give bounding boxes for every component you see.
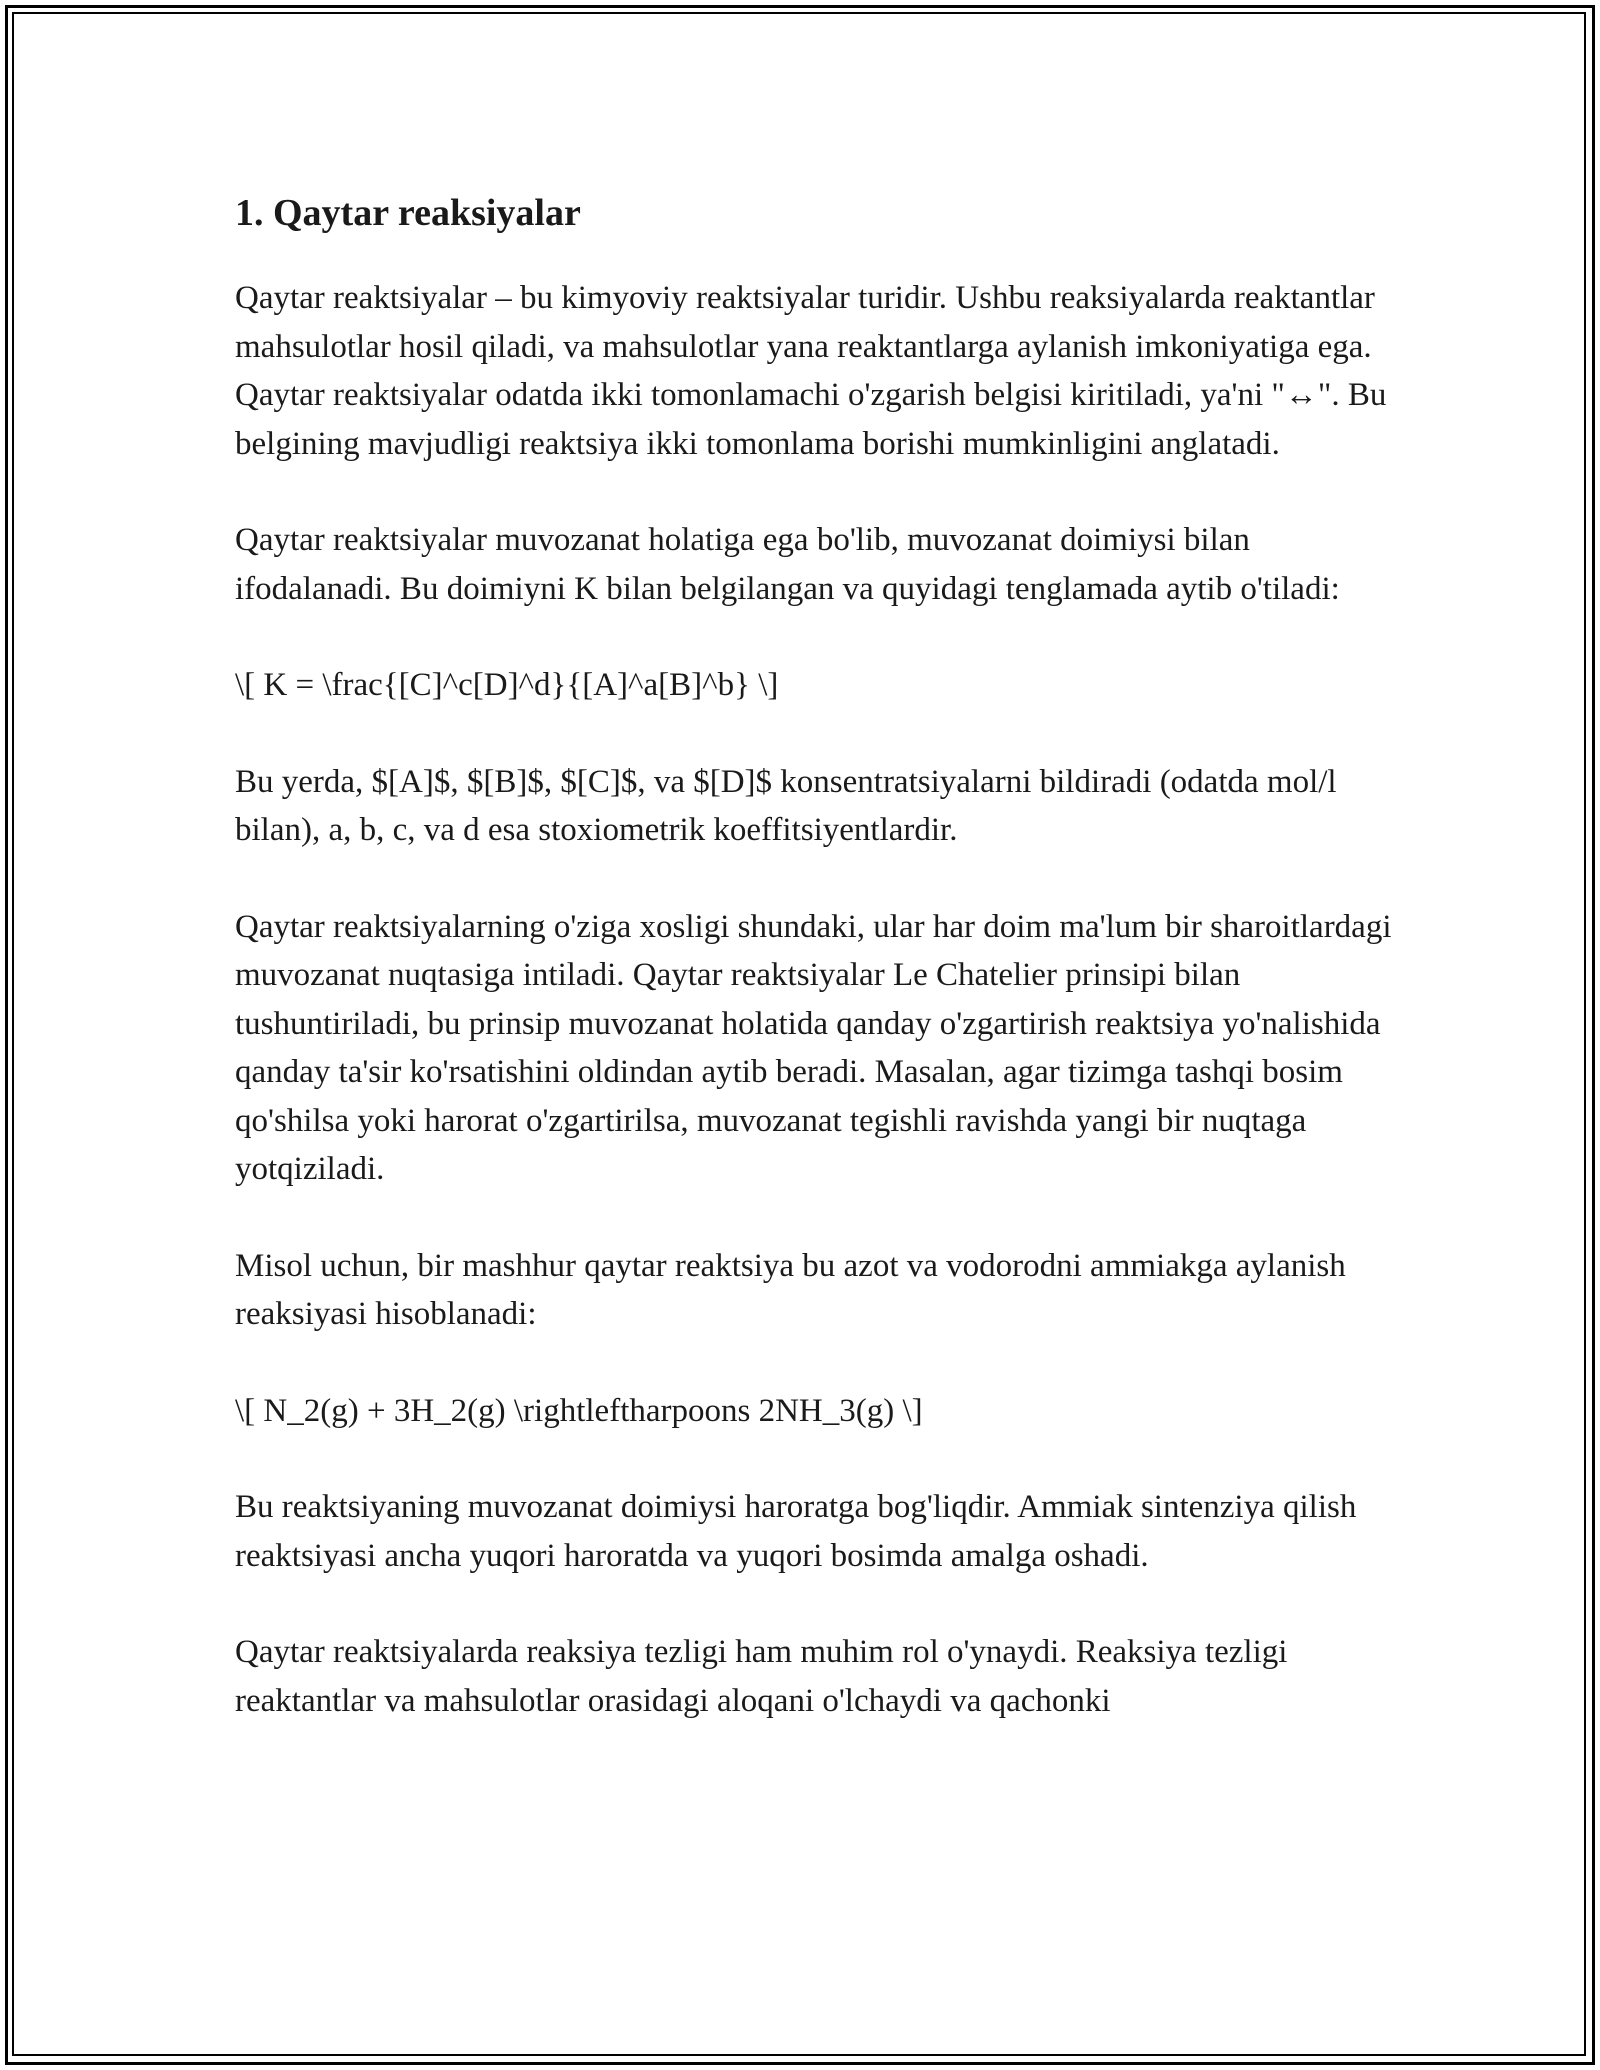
paragraph-ammonia: Bu reaktsiyaning muvozanat doimiysi haroratga bog'liqdir. Ammiak sintenziya qilish reaktsiyasi ancha yuqori haroratda va yuqori bosimda amalga oshadi. (235, 1489, 1357, 1574)
equation-ammonia-synthesis: \[ N_2(g) + 3H_2(g) \rightleftharpoons 2NH_3(g) \] (235, 1392, 923, 1429)
paragraph-equilibrium: Qaytar reaktsiyalar muvozanat holatiga ega bo'lib, muvozanat doimiysi bilan ifodalanadi. Bu doimiyni K bilan belgilangan va quyidagi tenglamada aytib o'tiladi: (235, 522, 1340, 607)
paragraph-concentrations: Bu yerda, $[A]$, $[B]$, $[C]$, va $[D]$ konsentratsiyalarni bildiradi (odatda mol/l bilan), a, b, c, va d esa stoxiometrik koeffitsiyentlardir. (235, 763, 1337, 848)
document-body (235, 180, 1395, 1725)
paragraph-le-chatelier: Qaytar reaktsiyalarning o'ziga xosligi shundaki, ular har doim ma'lum bir sharoitlardagi muvozanat nuqtasiga intiladi. Qaytar reaktsiyalar Le Chatelier prinsipi bilan tushuntiriladi, bu prinsip muvozanat holatida qanday o'zgartirish reaktsiya yo'nalishida qanday ta'sir ko'rsatishini oldindan aytib beradi. Masalan, agar tizimga tashqi bosim qo'shilsa yoki harorat o'zgartirilsa, muvozanat tegishli ravishda yangi bir nuqtaga yotqiziladi. (235, 908, 1392, 1187)
paragraph-reaction-rate: Qaytar reaktsiyalarda reaksiya tezligi ham muhim rol o'ynaydi. Reaksiya tezligi reaktantlar va mahsulotlar orasidagi aloqani o'lchaydi va qachonki (235, 1634, 1288, 1719)
section-heading: 1. Qaytar reaksiyalar (235, 192, 581, 234)
equation-equilibrium-constant: \[ K = \frac{[C]^c[D]^d}{[A]^a[B]^b} \] (235, 667, 779, 703)
paragraph-example: Misol uchun, bir mashhur qaytar reaktsiya bu azot va vodorodni ammiakga aylanish reaksiyasi hisoblanadi: (235, 1247, 1346, 1332)
paragraph-intro: Qaytar reaktsiyalar – bu kimyoviy reaktsiyalar turidir. Ushbu reaksiyalarda reaktantlar mahsulotlar hosil qiladi, va mahsulotlar yana reaktantlarga aylanish imkoniyatiga ega. Qaytar reaktsiyalar odatda ikki tomonlamachi o'zgarish belgisi kiritiladi, ya'ni "↔". Bu belgining mavjudligi reaktsiya ikki tomonlama borishi mumkinligini anglatadi. (235, 280, 1387, 462)
